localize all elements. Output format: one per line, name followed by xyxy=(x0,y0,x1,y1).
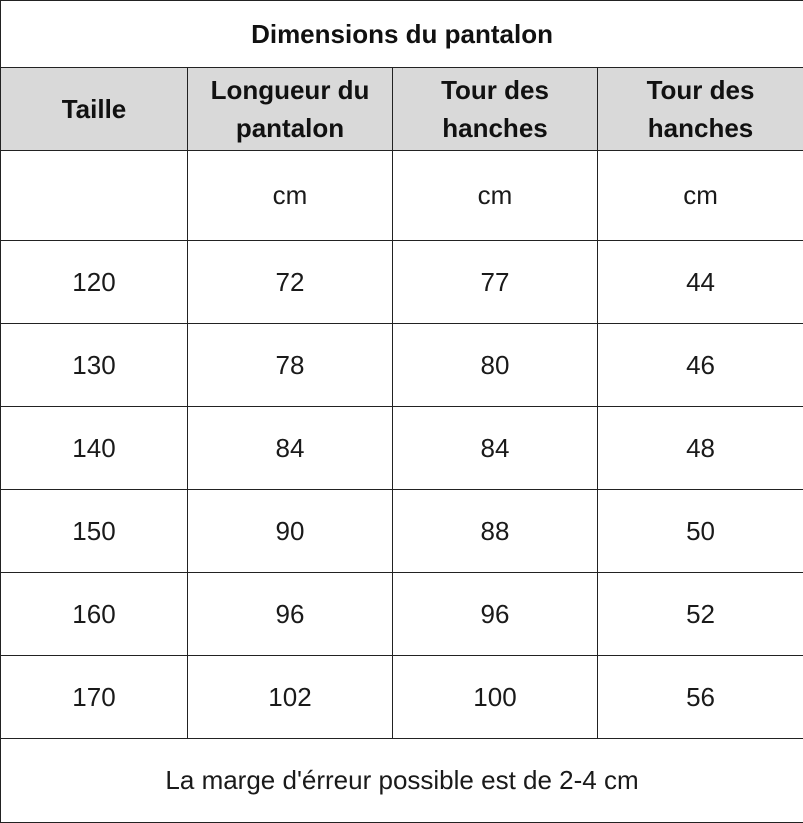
table-row xyxy=(1,241,803,324)
table-row xyxy=(1,573,803,656)
hip-cell: 100 xyxy=(393,656,598,739)
unit-cell xyxy=(1,151,188,241)
hip-cell-2: 56 xyxy=(598,656,803,739)
table-title: Dimensions du pantalon xyxy=(1,1,803,68)
table-row xyxy=(1,324,803,407)
length-cell: 84 xyxy=(188,407,393,490)
size-cell: 140 xyxy=(1,407,188,490)
size-cell: 130 xyxy=(1,324,188,407)
hip-cell-2: 48 xyxy=(598,407,803,490)
hip-cell: 84 xyxy=(393,407,598,490)
header-hip-circumference: Tour des hanches xyxy=(393,68,598,151)
hip-cell: 96 xyxy=(393,573,598,656)
header-hip-circumference-2: Tour des hanches xyxy=(598,68,803,151)
hip-cell: 77 xyxy=(393,241,598,324)
header-pants-length: Longueur du pantalon xyxy=(188,68,393,151)
length-cell: 96 xyxy=(188,573,393,656)
size-cell: 120 xyxy=(1,241,188,324)
footer-row xyxy=(1,739,803,823)
header-row xyxy=(1,68,803,151)
table-row xyxy=(1,656,803,739)
unit-row xyxy=(1,151,803,241)
size-cell: 150 xyxy=(1,490,188,573)
header-size: Taille xyxy=(1,68,188,151)
table-row xyxy=(1,407,803,490)
hip-cell: 88 xyxy=(393,490,598,573)
unit-cell: cm xyxy=(188,151,393,241)
hip-cell: 80 xyxy=(393,324,598,407)
length-cell: 78 xyxy=(188,324,393,407)
unit-cell: cm xyxy=(598,151,803,241)
size-cell: 160 xyxy=(1,573,188,656)
footnote: La marge d'érreur possible est de 2-4 cm xyxy=(1,739,803,823)
size-cell: 170 xyxy=(1,656,188,739)
title-row xyxy=(1,1,803,68)
length-cell: 72 xyxy=(188,241,393,324)
hip-cell-2: 46 xyxy=(598,324,803,407)
hip-cell-2: 44 xyxy=(598,241,803,324)
hip-cell-2: 50 xyxy=(598,490,803,573)
unit-cell: cm xyxy=(393,151,598,241)
length-cell: 90 xyxy=(188,490,393,573)
length-cell: 102 xyxy=(188,656,393,739)
hip-cell-2: 52 xyxy=(598,573,803,656)
table-row xyxy=(1,490,803,573)
